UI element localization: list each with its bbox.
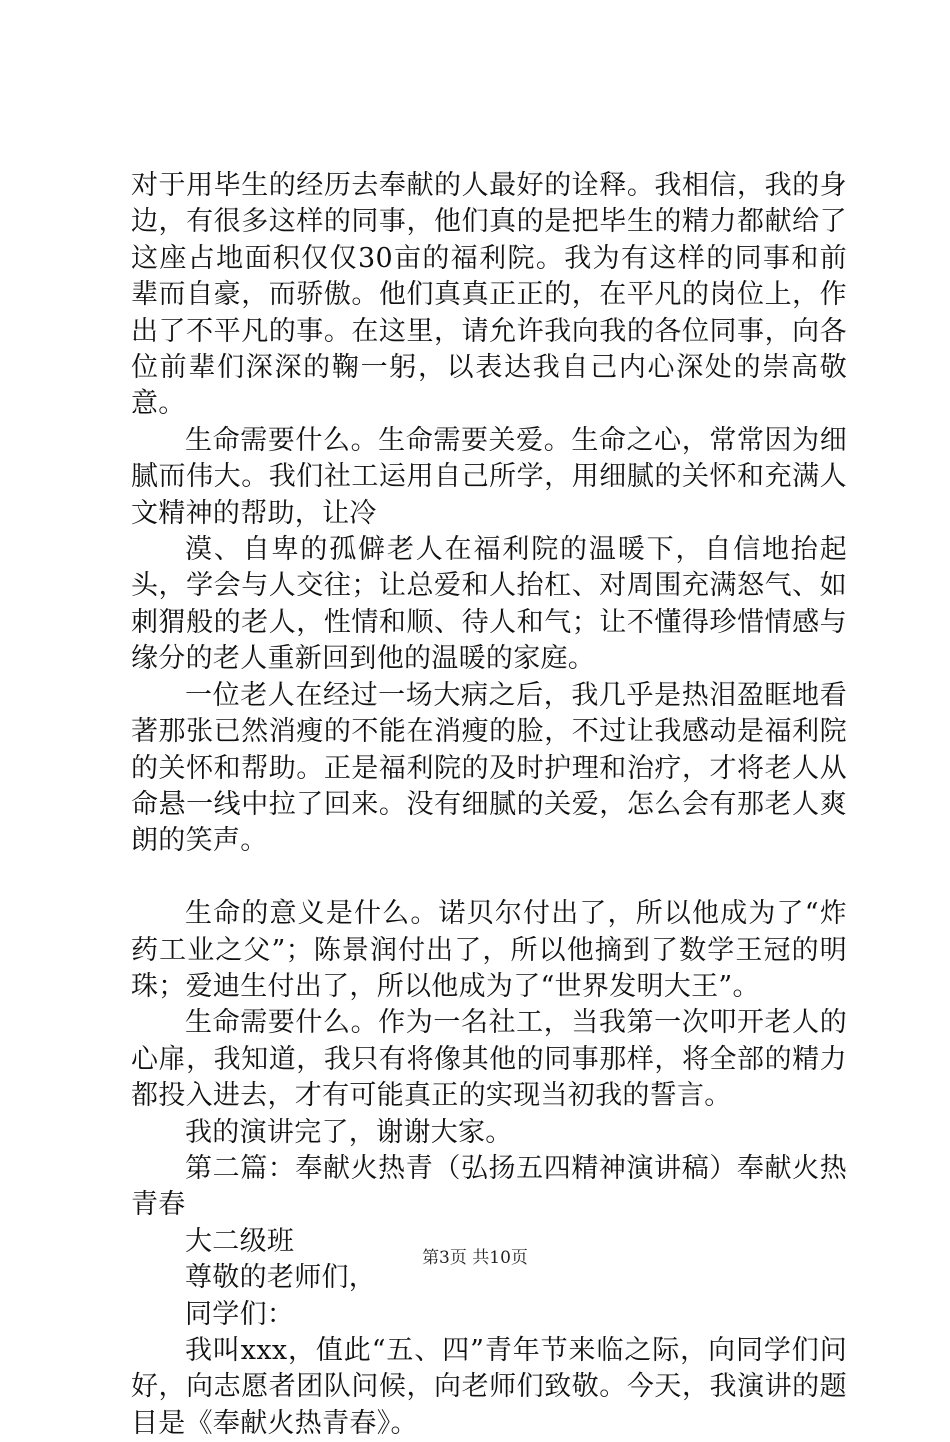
paragraph-1: 对于用毕生的经历去奉献的人最好的诠释。我相信，我的身边，有很多这样的同事，他们真的是把毕生的精力都献给了这座占地面积仅仅30亩的福利院。我为有这样的同事和前辈而自豪，而骄傲。他们真真正正的，在平凡的岗位上，作出了不平凡的事。在这里，请允许我向我的各位同事，向各位前辈们深深的鞠一躬，以表达我自己内心深处的崇高敬意。 <box>131 170 847 420</box>
section-heading: 第二篇：奉献火热青（弘扬五四精神演讲稿）奉献火热青春 <box>131 1152 847 1221</box>
paragraph-6: 生命需要什么。作为一名社工，当我第一次叩开老人的心扉，我知道，我只有将像其他的同事那样，将全部的精力都投入进去，才有可能真正的实现当初我的誓言。 <box>131 1007 847 1112</box>
blank-line <box>131 860 847 896</box>
salutation-students: 同学们： <box>185 1298 295 1330</box>
page-number: 第3页 共10页 <box>422 1248 528 1268</box>
paragraph-3: 漠、自卑的孤僻老人在福利院的温暖下，自信地抬起头，学会与人交往；让总爱和人抬杠、对周围充满怒气、如刺猬般的老人，性情和顺、待人和气；让不懂得珍惜情感与缘分的老人重新回到他的温暖的家庭。 <box>131 534 847 675</box>
paragraph-2: 生命需要什么。生命需要关爱。生命之心，常常因为细腻而伟大。我们社工运用自己所学，用细腻的关怀和充满人文精神的帮助，让冷 <box>131 424 847 529</box>
salutation-teachers: 尊敬的老师们， <box>185 1262 377 1294</box>
paragraph-4: 一位老人在经过一场大病之后，我几乎是热泪盈眶地看著那张已然消瘦的不能在消瘦的脸，不过让我感动是福利院的关怀和帮助。正是福利院的及时护理和治疗，才将老人从命悬一线中拉了回来。没有细腻的关爱，怎么会有那老人爽朗的笑声。 <box>131 679 847 857</box>
paragraph-7: 我的演讲完了，谢谢大家。 <box>185 1116 513 1148</box>
paragraph-5: 生命的意义是什么。诺贝尔付出了，所以他成为了“炸药工业之父”；陈景润付出了，所以他摘到了数学王冠的明珠；爱迪生付出了，所以他成为了“世界发明大王”。 <box>131 898 847 1002</box>
class-line: 大二级班 <box>185 1225 295 1257</box>
paragraph-8: 我叫xxx，值此“五、四”青年节来临之际，向同学们问好，向志愿者团队问候，向老师们致敬。今天，我演讲的题目是《奉献火热青春》。 <box>131 1334 847 1439</box>
page-footer <box>0 1243 950 1268</box>
